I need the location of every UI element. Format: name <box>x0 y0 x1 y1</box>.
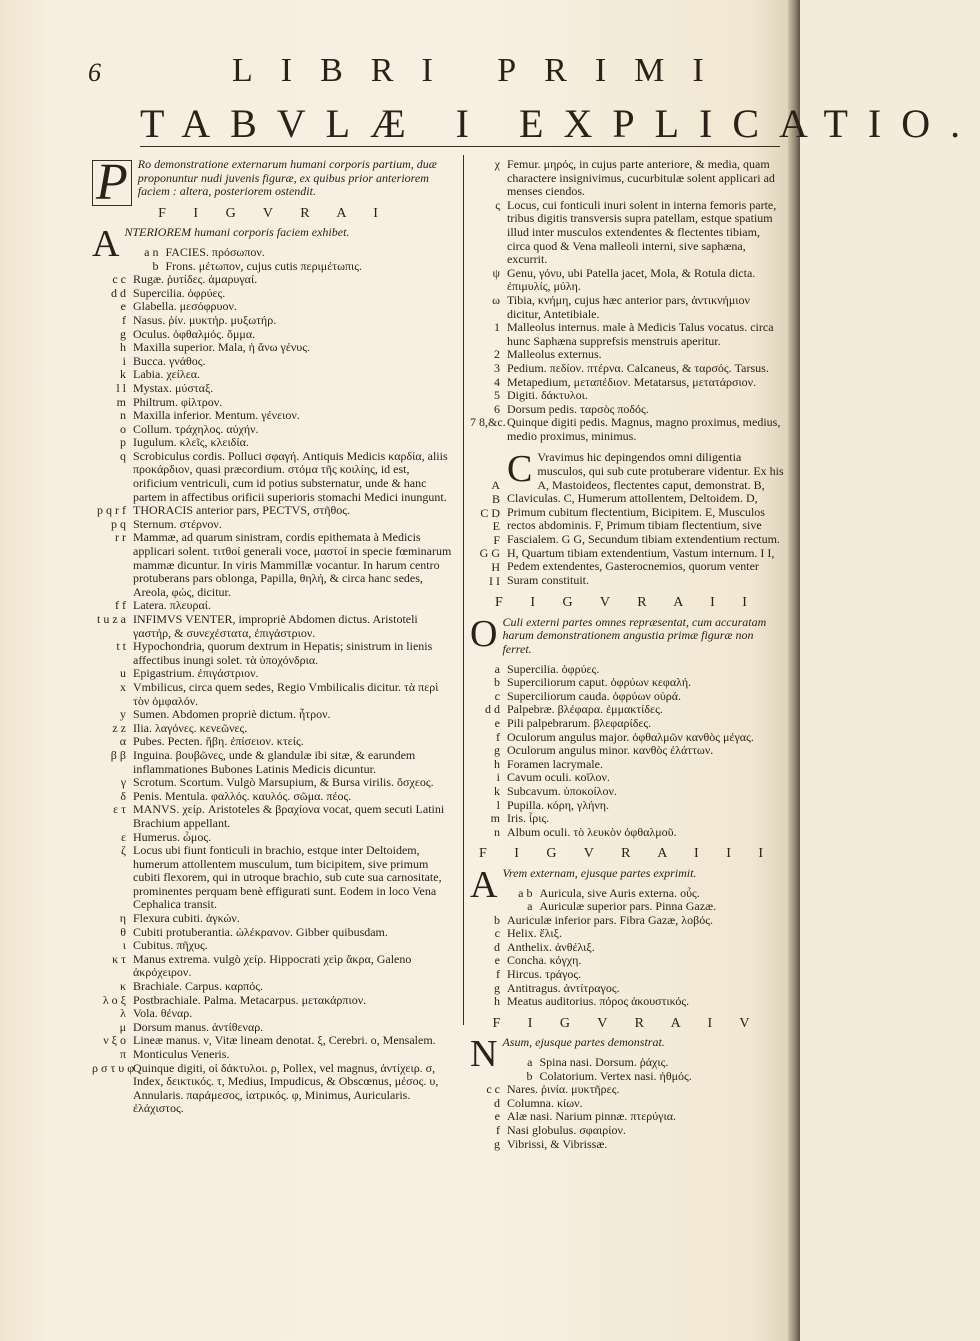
entry-text: Frons. μέτωπον, cujus cutis περιμέτωπις. <box>165 258 363 273</box>
margin-letter: p <box>120 435 126 450</box>
list-item <box>124 246 456 260</box>
list-item <box>470 389 784 403</box>
entry-text: Auriculæ superior pars. Pinna Gazæ. <box>539 899 717 914</box>
margin-letter: h <box>120 340 126 355</box>
list-item <box>92 599 456 613</box>
entry-text: Quinque digiti pedis. Magnus, magno proximus, medius, medio proximus, minimus. <box>507 415 781 443</box>
margin-letter: a b <box>518 885 533 900</box>
margin-letter: l l <box>116 380 126 395</box>
margin-letter: t t <box>116 639 126 654</box>
list-item <box>92 994 456 1008</box>
entry-text: Iugulum. κλεῖς, κλειδία. <box>133 435 249 450</box>
column-divider <box>463 155 464 1025</box>
margin-letter: ν ξ ο <box>103 1033 126 1048</box>
muscles-text: Vravimus hic depingendos omni diligentia musculos, qui sub cute protuberare videntur. Ex his A, Mastoideos, flectentes caput, demonstrat. B, Claviculas. C, Humerum attollentem, Deltoidem. D, Primum cubitum flectentium, Bicipitem. E, Musculos rectos abdominis. F, Primum tibiam flectentium, sive Fascialem. G G, Secundum tibiam extendentium rectum. H, Quartum tibiam extendentium, Vastum internum. I I, Pedem extendentes, Gasterocnemios, quorum venter Suram constituit. <box>507 450 784 587</box>
entry-text: Brachiale. Carpus. καρπός. <box>133 979 263 994</box>
entry-text: Pubes. Pecten. ἥβη. ἐπίσειον. κτείς. <box>133 734 304 749</box>
list-item <box>470 1138 784 1152</box>
list-item <box>92 287 456 301</box>
margin-letter: e <box>494 953 500 968</box>
entry-text: Supercilia. ὀφρύες. <box>507 661 600 676</box>
margin-letter: d d <box>111 285 126 300</box>
list-item <box>502 900 784 914</box>
list-item <box>502 1056 784 1070</box>
entry-text: Pupilla. κόρη, γλήνη. <box>507 797 610 812</box>
margin-letter: p q <box>111 516 126 531</box>
list-item <box>470 1097 784 1111</box>
margin-letter: y <box>120 707 126 722</box>
entry-text: Locus ubi fiunt fonticuli in brachio, estque inter Deltoidem, humerum attollentem musculum, tum bicipitem, sive primum cubiti flexorem, qui in utroque brachio, sub cute sua carnositate, prominentes perquam benè effigurati sunt. Eodem in loco Vena Cephalica transit. <box>133 843 442 912</box>
list-item <box>92 939 456 953</box>
margin-letter: ω <box>492 292 500 307</box>
margin-letter: a n <box>144 244 159 259</box>
entry-text: Pedium. πεδίον. πτέρνα. Calcaneus, & ταρσός. Tarsus. <box>507 360 769 375</box>
right-column <box>470 158 784 1151</box>
entry-text: Nares. ῥινία. μυκτῆρες. <box>507 1082 620 1097</box>
margin-letter: ε <box>120 829 126 844</box>
entry-text: Scrobiculus cordis. Polluci σφαγή. Antiquis Medicis καρδία, aliis προκάρδιον, quasi præcordium. στόμα τῆς κοιλίης, id est, orificium ventriculi, cum id potius substernatur, unde & hanc partem in affectibus orificii superioris stomachi Medici inungunt. <box>133 448 448 504</box>
entry-text: Superciliorum caput. ὀφρύων κεφαλή. <box>507 675 692 690</box>
list-item <box>470 663 784 677</box>
margin-letter: G G <box>479 546 500 561</box>
list-item <box>92 708 456 722</box>
entry-text: Philtrum. φίλτρον. <box>133 394 223 409</box>
margin-letter: e <box>120 299 126 314</box>
entry-text: Nasus. ῥίν. μυκτήρ. μυξωτήρ. <box>133 312 277 327</box>
margin-letter: κ τ <box>112 951 126 966</box>
margin-letter: α <box>119 734 126 749</box>
figure-four-entries <box>470 1056 784 1151</box>
list-item <box>92 423 456 437</box>
entry-text: INFIMVS VENTER, impropriè Abdomen dictus. Aristoteli γαστήρ, & συνεχέστατα, ἐπιγάστριον. <box>133 612 418 640</box>
list-item <box>470 758 784 772</box>
margin-letter: η <box>119 911 126 926</box>
margin-letter: q <box>120 448 126 463</box>
margin-letter: z z <box>112 720 126 735</box>
margin-letter: x <box>120 679 126 694</box>
margin-letter: b <box>494 675 500 690</box>
margin-letter: d <box>494 939 500 954</box>
list-item <box>92 273 456 287</box>
margin-letter: χ <box>494 157 500 171</box>
margin-letter: F <box>493 532 500 547</box>
list-item <box>124 260 456 274</box>
list-item <box>92 518 456 532</box>
margin-letter: g <box>494 1136 500 1151</box>
entry-text: Oculorum angulus minor. κανθὸς ἐλάττων. <box>507 743 714 758</box>
entry-text: Sumen. Abdomen propriè dictum. ἦτρον. <box>133 707 331 722</box>
list-item <box>470 416 784 443</box>
list-item <box>92 722 456 736</box>
margin-letter: i <box>496 770 500 785</box>
list-item <box>470 941 784 955</box>
figure-three-initial: A <box>470 863 498 906</box>
margin-letter: u <box>120 666 126 681</box>
list-item <box>502 887 784 901</box>
entry-text: Concha. κόγχη. <box>507 953 582 968</box>
margin-letter: ψ <box>492 265 500 280</box>
margin-letter: b <box>152 258 159 273</box>
entry-text: Lineæ manus. ν, Vitæ lineam denotat. ξ, Cerebri. ο, Mensalem. <box>133 1033 436 1048</box>
list-item <box>470 812 784 826</box>
list-item <box>92 980 456 994</box>
margin-letter: g <box>494 980 500 995</box>
list-item <box>92 355 456 369</box>
margin-letter: h <box>494 756 500 771</box>
margin-letter: H <box>491 560 500 575</box>
figure-three-heading: F I G V R A I I I <box>478 846 776 862</box>
margin-letter: b <box>526 1068 533 1083</box>
entry-text: Antitragus. ἀντίτραγος. <box>507 980 620 995</box>
list-item <box>92 1007 456 1021</box>
margin-letter: a <box>527 899 533 914</box>
figure-two-text: Culi externi partes omnes repræsentat, cum accuratam harum demonstrationem angustia primæ figuræ non ferret. <box>502 614 767 656</box>
list-item <box>470 995 784 1009</box>
page-edge <box>788 0 800 1341</box>
margin-letter: n <box>120 408 126 423</box>
figure-two-initial: O <box>470 612 498 655</box>
margin-letter: ζ <box>121 843 126 858</box>
entry-text: Digiti. δάκτυλοι. <box>507 388 588 403</box>
list-item <box>470 785 784 799</box>
list-item <box>92 1062 456 1116</box>
list-item <box>470 744 784 758</box>
list-item <box>502 1070 784 1084</box>
list-item <box>470 1110 784 1124</box>
figure-heading: F I G V R A I <box>158 205 390 221</box>
figure-one-entries <box>92 246 456 1116</box>
entry-text: Oculus. ὀφθαλμός. ὄμμα. <box>133 326 256 341</box>
list-item <box>92 926 456 940</box>
margin-letter: f <box>496 967 500 982</box>
entry-text: Maxilla superior. Mala, ἡ ἄνω γένυς. <box>133 340 310 355</box>
entry-text: Locus, cui fonticuli inuri solent in interna femoris parte, tribus digitis transversis supra patellam, estque spatium illud inter musculos extendentes & flectentes tibiam, circa quod & Vena malleoli interni, sive saphæna, excurrit. <box>507 197 777 267</box>
entry-text: Supercilia. ὀφρύες. <box>133 285 226 300</box>
margin-letter: ς <box>495 197 500 212</box>
entry-text: Mammæ, ad quarum sinistram, cordis epithemata à Medicis applicari solent. τιτθοί generali voce, μαστοί in specie fœminarum mammæ dicuntur. In viris Mammillæ vocantur. In harum centro protuberans pars oblonga, Papilla, θηλή, & circa hanc sedes, Areola, φώς, dicitur. <box>133 530 452 599</box>
entry-text: Inguina. βουβῶνες, unde & glandulæ ibi sitæ, & earundem inflammationes Bubones Latinis Medicis dicuntur. <box>133 747 416 776</box>
entry-text: Cubiti protuberantia. ὠλέκρανον. Gibber quibusdam. <box>133 924 388 939</box>
entry-text: Pili palpebrarum. βλεφαρίδες. <box>507 715 652 730</box>
figure-four-text: Asum, ejusque partes demonstrat. <box>502 1035 665 1050</box>
entry-text: Sternum. στέρνον. <box>133 516 222 531</box>
margin-letter: p q r f <box>97 503 126 518</box>
title-rule <box>140 146 780 147</box>
margin-letter: k <box>494 783 500 798</box>
list-item <box>92 341 456 355</box>
margin-letter: a <box>494 661 500 676</box>
entry-text: Foramen lacrymale. <box>507 756 603 771</box>
entry-text: Hircus. τράγος. <box>507 967 582 982</box>
list-item <box>470 799 784 813</box>
list-item <box>92 409 456 423</box>
list-item <box>470 690 784 704</box>
list-item <box>470 321 784 348</box>
list-item <box>470 294 784 321</box>
list-item <box>470 914 784 928</box>
list-item <box>92 450 456 504</box>
entry-text: MANVS. χείρ. Aristoteles & βραχίονα vocat, quem secuti Latini Brachium appellant. <box>133 802 445 830</box>
entry-text: Auriculæ inferior pars. Fibra Gazæ, λοβός. <box>507 912 713 927</box>
margin-letter: ε τ <box>113 802 126 817</box>
margin-letter: B <box>491 492 500 507</box>
list-item <box>92 382 456 396</box>
entry-text: Mystax. μύσταξ. <box>133 380 214 395</box>
list-item <box>92 953 456 980</box>
list-item <box>92 396 456 410</box>
margin-letter: k <box>120 367 126 382</box>
margin-letter: b <box>494 912 500 927</box>
entry-text: Ilia. λαγόνες. κενεῶνες. <box>133 720 248 735</box>
margin-letter: A <box>491 478 500 493</box>
margin-letter: ι <box>122 938 126 953</box>
list-item <box>470 968 784 982</box>
entry-text: Superciliorum cauda. ὀφρύων οὐρά. <box>507 688 682 703</box>
entry-text: Bucca. γνάθος. <box>133 353 206 368</box>
list-item <box>92 640 456 667</box>
figure-four-initial: N <box>470 1033 498 1076</box>
margin-letter: I I <box>489 573 500 588</box>
margin-letter: E <box>492 519 500 534</box>
entry-text: Epigastrium. ἐπιγάστριον. <box>133 666 259 681</box>
running-head: LIBRI PRIMI <box>232 52 732 89</box>
margin-letter: μ <box>119 1019 126 1034</box>
entry-text: Spina nasi. Dorsum. ῥάχις. <box>539 1055 669 1070</box>
entry-text: Humerus. ὦμος. <box>133 829 212 844</box>
muscles-initial: C <box>507 448 533 491</box>
lead-text: NTERIOREM humani corporis faciem exhibet. <box>124 225 350 240</box>
lead-initial: A <box>92 223 120 266</box>
entry-text: Colatorium. Vertex nasi. ἠθμός. <box>539 1068 692 1083</box>
list-item <box>92 368 456 382</box>
entry-text: Vola. θέναρ. <box>133 1006 193 1021</box>
margin-letter: f <box>496 729 500 744</box>
entry-text: Dorsum manus. ἀντίθεναρ. <box>133 1019 264 1034</box>
margin-letter: δ <box>120 788 126 803</box>
entry-text: Palpebræ. βλέφαρα. ἐμμακτίδες. <box>507 702 663 717</box>
margin-letter: 3 <box>494 360 500 375</box>
list-item <box>470 703 784 717</box>
margin-letter: f f <box>115 598 126 613</box>
list-item <box>92 831 456 845</box>
list-item <box>470 954 784 968</box>
entry-text: Album oculi. τὸ λευκὸν ὀφθαλμοῦ. <box>507 824 677 839</box>
margin-letter: a <box>527 1055 533 1070</box>
entry-text: Dorsum pedis. ταρσὸς ποδός. <box>507 401 649 416</box>
margin-letter: c c <box>486 1082 500 1097</box>
page-number: 6 <box>88 58 101 87</box>
entry-text: Vibrissi, & Vibrissæ. <box>507 1136 608 1151</box>
margin-letter: 7 8,&c. <box>470 415 506 430</box>
list-item <box>470 362 784 376</box>
margin-letter: m <box>116 394 126 409</box>
margin-letter: 5 <box>494 388 500 403</box>
margin-letter: θ <box>120 924 126 939</box>
figure-two-heading: F I G V R A I I <box>495 595 759 611</box>
entry-text: Tibia, κνήμη, cujus hæc anterior pars, ἀντικνήμιον dicitur, Antetibiale. <box>507 292 750 321</box>
list-item <box>92 776 456 790</box>
entry-text: Manus extrema. vulgò χείρ. Hippocrati χεὶρ ἄκρα, Galeno ἀκρόχειρον. <box>133 951 412 980</box>
list-item <box>92 790 456 804</box>
margin-letter: c c <box>112 272 126 287</box>
list-item <box>470 927 784 941</box>
list-item <box>92 504 456 518</box>
list-item <box>92 803 456 830</box>
list-item <box>92 436 456 450</box>
entry-text: Genu, γόνυ, ubi Patella jacet, Mola, & Rotula dicta. ἐπιμυλίς, μύλη. <box>507 265 756 294</box>
figure-three-text: Vrem externam, ejusque partes exprimit. <box>502 865 697 880</box>
margin-letter: i <box>122 353 126 368</box>
margin-letter: f <box>122 312 126 327</box>
entry-text: Penis. Mentula. φαλλός. καυλός. σῶμα. πέος. <box>133 788 352 803</box>
list-item <box>92 531 456 599</box>
entry-text: Maxilla inferior. Mentum. γένειον. <box>133 408 300 423</box>
list-item <box>92 735 456 749</box>
entry-text: Subcavum. ὑποκοίλον. <box>507 783 617 798</box>
margin-letter: 1 <box>494 320 500 335</box>
margin-letter: λ <box>120 1006 126 1021</box>
list-item <box>470 717 784 731</box>
margin-letter: h <box>494 994 500 1009</box>
margin-letter: m <box>490 811 500 826</box>
margin-letter: f <box>496 1123 500 1137</box>
entry-text: Femur. μηρός, in cujus parte anteriore, & media, quam charactere insignivimus, cucurbitulæ solent applicari ad menses ciendos. <box>507 157 775 199</box>
muscles-paragraph <box>470 448 784 588</box>
entry-text: Helix. ἕλιξ. <box>507 926 562 941</box>
margin-letter: λ ο ξ <box>102 992 126 1007</box>
list-item <box>92 613 456 640</box>
entry-text: Columna. κίων. <box>507 1095 583 1110</box>
margin-letter: κ <box>119 979 126 994</box>
entry-text: Collum. τράχηλος. αὐχήν. <box>133 421 259 436</box>
margin-letter: o <box>120 421 126 436</box>
margin-letter: d d <box>485 702 500 717</box>
margin-letter: d <box>494 1095 500 1110</box>
left-column <box>92 154 456 1116</box>
entry-text: THORACIS anterior pars, PECTVS, στῆθος. <box>133 503 351 518</box>
list-item <box>92 749 456 776</box>
intro-initial: P <box>92 160 132 206</box>
list-item <box>470 376 784 390</box>
entry-text: Anthelix. ἀνθέλιξ. <box>507 939 595 954</box>
entry-text: Postbrachiale. Palma. Metacarpus. μετακάρπιον. <box>133 992 367 1007</box>
entry-text: Latera. πλευραί. <box>133 598 211 613</box>
muscles-margin-letters <box>470 479 507 588</box>
list-item <box>92 1048 456 1062</box>
list-item <box>470 771 784 785</box>
list-item <box>470 403 784 417</box>
intro-text: Ro demonstratione externarum humani corporis partium, duæ proponuntur nudi juvenis figuræ, ex quibus prior anteriorem faciem : altera, posteriorem ostendit. <box>137 157 437 199</box>
margin-letter: C D <box>480 505 500 520</box>
list-item <box>470 982 784 996</box>
margin-letter: 6 <box>494 401 500 416</box>
list-item <box>470 348 784 362</box>
list-item <box>470 676 784 690</box>
margin-letter: 4 <box>494 374 500 389</box>
entry-text: Hypochondria, quorum dextrum in Hepatis; sinistrum in lienis affectibus inungi solet. τὰ ὑποχόνδρια. <box>133 639 433 667</box>
entry-text: Flexura cubiti. ἀγκών. <box>133 911 240 926</box>
list-item <box>470 731 784 745</box>
list-item <box>92 667 456 681</box>
list-item <box>92 328 456 342</box>
entry-text: Quinque digiti, οἱ δάκτυλοι. ρ, Pollex, vel magnus, ἀντίχειρ. σ, Index, δεικτικός. τ, Medius, Impudicus, & Obscœnus, μέσος. υ, Annularis. παράμεσος, ἰατρικός. φ, Minimus, Auricularis. ἐλάχιστος. <box>133 1060 439 1116</box>
margin-letter: e <box>494 1109 500 1124</box>
list-item <box>92 1034 456 1048</box>
entry-text: Glabella. μεσόφρυον. <box>133 299 237 314</box>
margin-letter: e <box>494 715 500 730</box>
margin-letter: 2 <box>494 347 500 362</box>
margin-letter: c <box>494 926 500 941</box>
page-title: TABVLÆ I EXPLICATIO. <box>140 101 980 146</box>
list-item <box>470 1124 784 1138</box>
entry-text: Cavum oculi. κοῖλον. <box>507 770 610 785</box>
list-item <box>92 1021 456 1035</box>
figure-two-entries <box>470 663 784 840</box>
entry-text: Oculorum angulus major. ὀφθαλμῶν κανθὸς μέγας. <box>507 729 754 744</box>
margin-letter: β β <box>110 747 126 762</box>
margin-letter: r r <box>115 530 126 545</box>
entry-text: Metapedium, μεταπέδιον. Metatarsus, μετατάρσιον. <box>507 374 757 389</box>
figure-three-entries <box>470 887 784 1009</box>
margin-letter: π <box>119 1047 126 1061</box>
entry-text: Malleolus internus. male à Medicis Talus vocatus. circa hunc Saphæna supprefsis menstruis aperitur. <box>507 320 774 348</box>
figure-one-entries-continued <box>470 158 784 443</box>
entry-text: Iris. ἶρις. <box>507 811 550 826</box>
entry-text: Alæ nasi. Narium pinnæ. πτερύγια. <box>507 1109 676 1124</box>
entry-text: Rugæ. ῥυτίδες. ἀμαρυγαί. <box>133 272 258 287</box>
margin-letter: γ <box>120 775 126 790</box>
entry-text: Meatus auditorius. πόρος ἀκουστικός. <box>507 994 690 1009</box>
margin-letter: g <box>494 743 500 758</box>
margin-letter: g <box>120 326 126 341</box>
list-item <box>92 844 456 912</box>
list-item <box>470 158 784 199</box>
margin-letter: n <box>494 824 500 839</box>
entry-text: Malleolus externus. <box>507 347 602 362</box>
list-item <box>92 314 456 328</box>
list-item <box>92 300 456 314</box>
list-item <box>92 681 456 708</box>
entry-text: Vmbilicus, circa quem sedes, Regio Vmbilicalis dicitur. τὰ περὶ τὸν ὀμφαλόν. <box>133 679 439 708</box>
list-item <box>470 826 784 840</box>
margin-letter: ρ σ τ υ φ <box>92 1060 135 1075</box>
entry-text: Auricula, sive Auris externa. οὖς. <box>539 885 700 900</box>
list-item <box>470 1083 784 1097</box>
entry-text: Scrotum. Scortum. Vulgò Marsupium, & Bursa virilis. ὄσχεος. <box>133 775 434 790</box>
list-item <box>92 912 456 926</box>
figure-two-intro <box>470 612 784 657</box>
intro-paragraph <box>92 154 456 211</box>
entry-text: Monticulus Veneris. <box>133 1047 230 1061</box>
entry-text: Nasi globulus. σφαιρίον. <box>507 1123 626 1137</box>
entry-text: FACIES. πρόσωπον. <box>165 244 265 259</box>
list-item <box>470 267 784 294</box>
margin-letter: l <box>496 797 500 812</box>
entry-text: Cubitus. πῆχυς. <box>133 938 208 953</box>
margin-letter: c <box>494 688 500 703</box>
margin-letter: t u z a <box>97 612 126 626</box>
entry-text: Labia. χείλεα. <box>133 367 201 382</box>
list-item <box>470 199 784 267</box>
figure-four-heading: F I G V R A I V <box>492 1015 762 1031</box>
